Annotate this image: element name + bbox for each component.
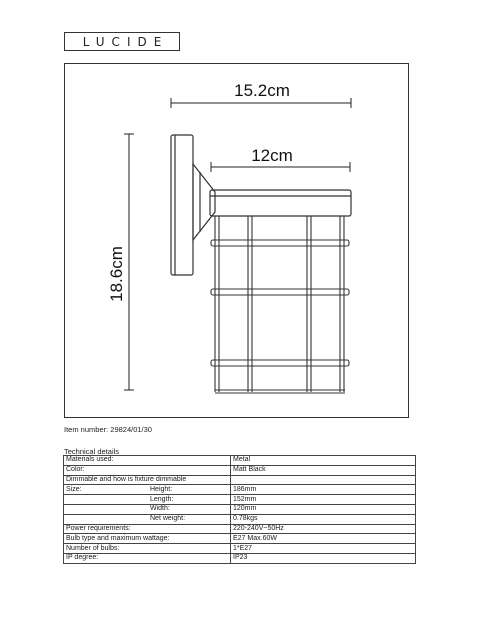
- lamp-arm: [193, 164, 215, 240]
- lamp-drawing: [65, 64, 410, 419]
- table-row: [64, 456, 416, 466]
- table-row: [64, 544, 416, 554]
- lamp-cage: [211, 216, 349, 393]
- spec-sublabel: Net weight:: [148, 514, 231, 524]
- table-row: [64, 475, 416, 485]
- spec-label: Materials used:: [64, 456, 149, 466]
- spec-value: 186mm: [231, 485, 416, 495]
- spec-sublabel: Height:: [148, 485, 231, 495]
- spec-value: [231, 475, 416, 485]
- depth-dimension-label: 12cm: [251, 146, 293, 165]
- spec-label: Color:: [64, 465, 149, 475]
- technical-details-table: [63, 455, 416, 564]
- spec-sublabel: Width:: [148, 504, 231, 514]
- table-row: [64, 504, 416, 514]
- spec-label: Power requirements:: [64, 524, 149, 534]
- wall-plate: [171, 135, 193, 275]
- spec-value: 220-240V~50Hz: [231, 524, 416, 534]
- table-row: [64, 534, 416, 544]
- spec-value: 1*E27: [231, 544, 416, 554]
- spec-label: IP degree:: [64, 553, 149, 563]
- dimension-drawing: [64, 63, 409, 418]
- spec-label: Dimmable and how is fixture dimmable: [64, 475, 149, 485]
- table-row: [64, 514, 416, 524]
- brand-logo: [64, 32, 180, 51]
- width-dimension-label: 15.2cm: [234, 81, 290, 100]
- height-dimension-label: 18.6cm: [107, 246, 126, 302]
- spec-value: IP23: [231, 553, 416, 563]
- spec-label: Size:: [64, 485, 149, 495]
- spec-sublabel: [148, 465, 231, 475]
- spec-value: E27 Max.60W: [231, 534, 416, 544]
- item-number: Item number: 29824/01/30: [64, 425, 152, 434]
- spec-value: 0.78kgs: [231, 514, 416, 524]
- spec-sublabel: [148, 544, 231, 554]
- spec-value: 152mm: [231, 495, 416, 505]
- spec-value: Metal: [231, 456, 416, 466]
- lamp-top-cap: [210, 190, 351, 216]
- table-row: [64, 495, 416, 505]
- spec-label: [64, 495, 149, 505]
- spec-sublabel: [148, 524, 231, 534]
- technical-details-heading: Technical details: [64, 447, 120, 456]
- table-row: [64, 465, 416, 475]
- spec-label: Number of bulbs:: [64, 544, 149, 554]
- spec-sublabel: [148, 456, 231, 466]
- table-row: [64, 524, 416, 534]
- spec-value: Matt Black: [231, 465, 416, 475]
- table-row: [64, 553, 416, 563]
- spec-label: Bulb type and maximum wattage:: [64, 534, 149, 544]
- spec-value: 120mm: [231, 504, 416, 514]
- spec-sublabel: [148, 553, 231, 563]
- spec-sublabel: Length:: [148, 495, 231, 505]
- table-row: [64, 485, 416, 495]
- spec-label: [64, 514, 149, 524]
- brand-logo-text: LUCIDE: [82, 34, 169, 49]
- spec-label: [64, 504, 149, 514]
